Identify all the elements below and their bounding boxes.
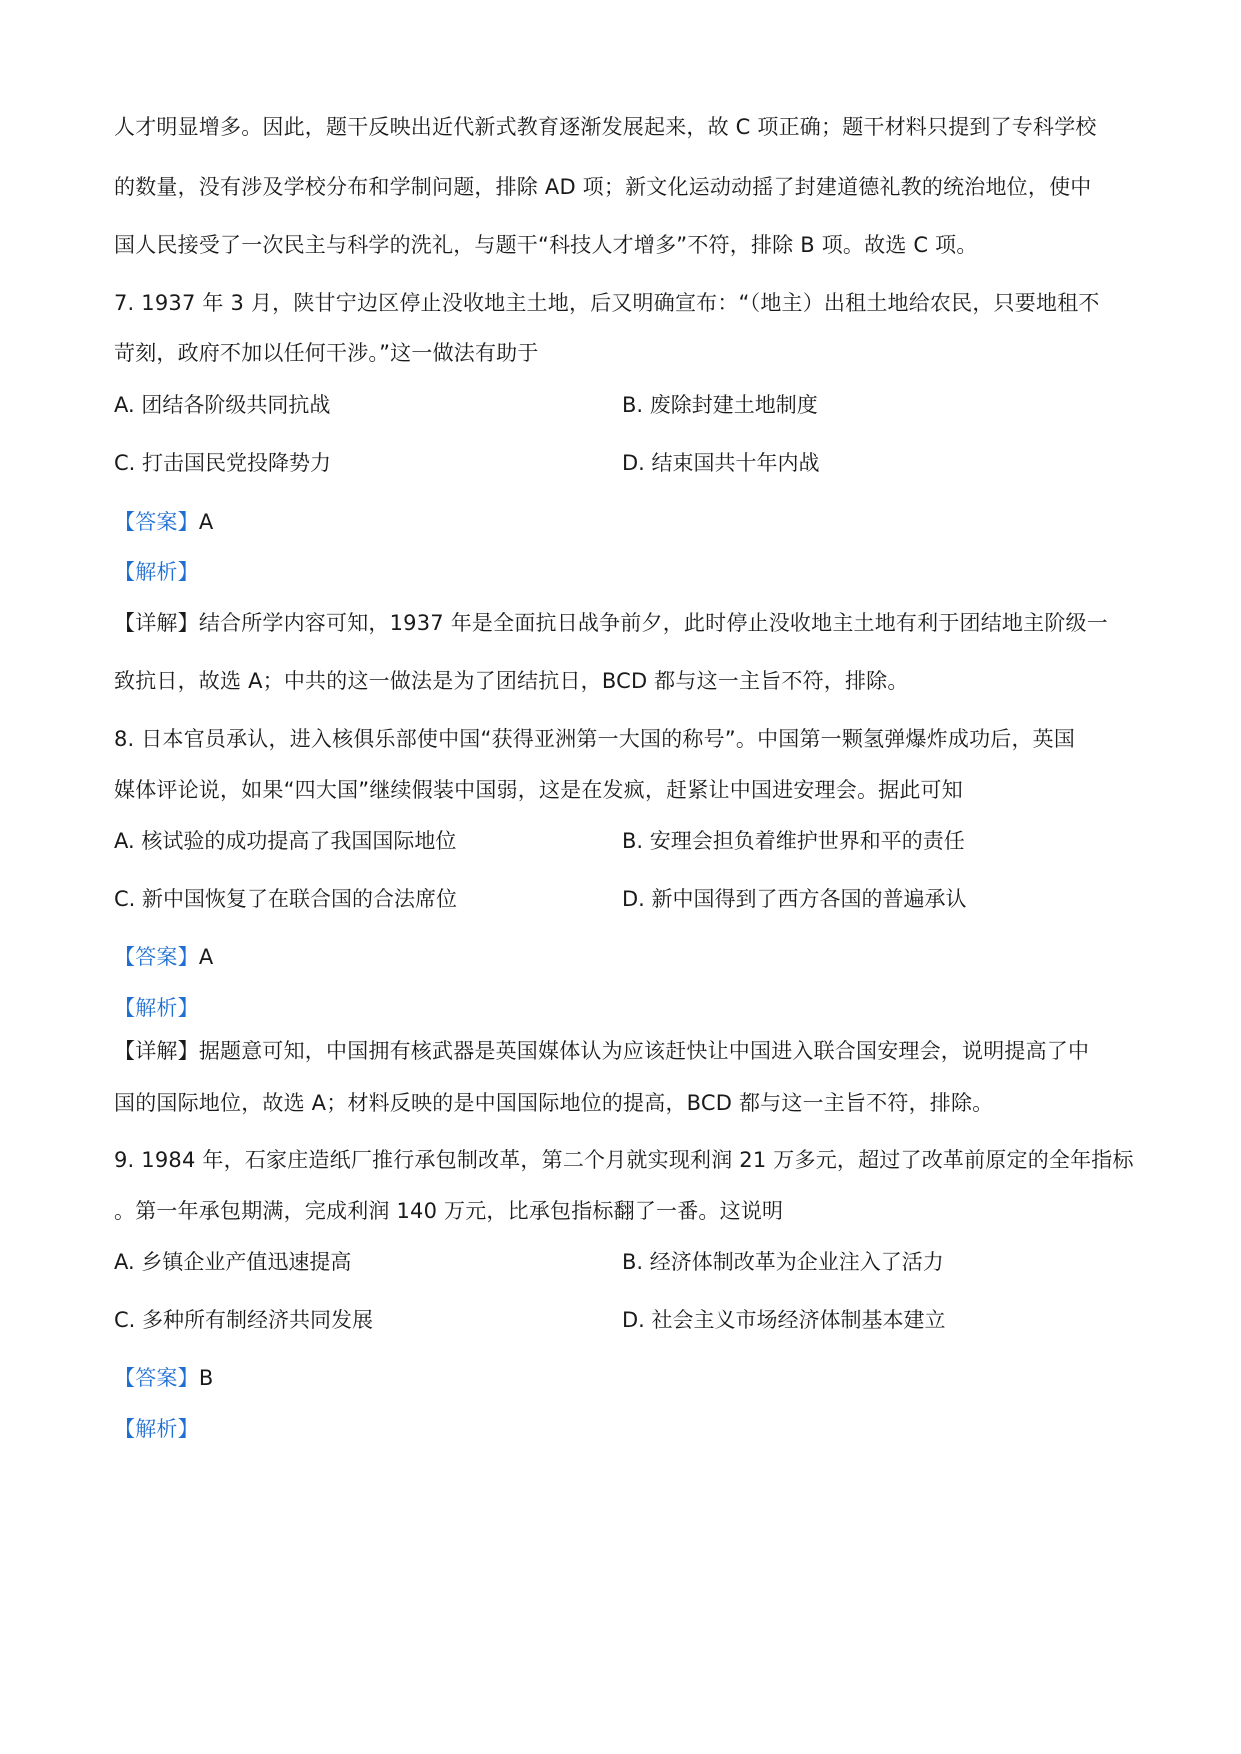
detail-tag: 【详解】	[114, 611, 199, 635]
analysis-tag: 【解析】	[114, 560, 199, 584]
q9-option-a: A. 乡镇企业产值迅速提高	[114, 1250, 352, 1274]
q7-detail-text-1: 结合所学内容可知，1937 年是全面抗日战争前夕，此时停止没收地主土地有利于团结地主阶级一	[198, 611, 1108, 635]
intro-line-3: 国人民接受了一次民主与科学的洗礼，与题干“科技人才增多”不符，排除 B 项。故选 C 项。	[114, 233, 978, 257]
answer-tag: 【答案】	[114, 1366, 199, 1390]
answer-tag: 【答案】	[114, 510, 199, 534]
q7-stem-line-1: 7. 1937 年 3 月，陕甘宁边区停止没收地主土地，后又明确宣布：“（地主）出租土地给农民，只要地租不	[114, 291, 1100, 315]
q8-option-b: B. 安理会担负着维护世界和平的责任	[622, 829, 965, 853]
q8-answer-line	[114, 942, 1134, 972]
intro-line-1: 人才明显增多。因此，题干反映出近代新式教育逐渐发展起来，故 C 项正确；题干材料只提到了专科学校	[114, 115, 1097, 139]
q7-stem-line-2: 苛刻，政府不加以任何干涉。”这一做法有助于	[114, 341, 539, 365]
q8-analysis-line	[114, 993, 1134, 1023]
answer-tag: 【答案】	[114, 945, 199, 969]
q7-option-b: B. 废除封建土地制度	[622, 393, 818, 417]
q9-answer: B	[198, 1366, 214, 1390]
analysis-tag: 【解析】	[114, 996, 199, 1020]
q9-answer-line	[114, 1363, 1134, 1393]
q8-detail-line-2: 国的国际地位，故选 A；材料反映的是中国国际地位的提高，BCD 都与这一主旨不符，排除。	[114, 1091, 994, 1115]
q7-detail-line-2: 致抗日，故选 A；中共的这一做法是为了团结抗日，BCD 都与这一主旨不符，排除。	[114, 669, 909, 693]
detail-tag: 【详解】	[114, 1039, 199, 1063]
q9-stem-line-2: 。第一年承包期满，完成利润 140 万元，比承包指标翻了一番。这说明	[114, 1199, 784, 1223]
q9-option-d: D. 社会主义市场经济体制基本建立	[622, 1308, 946, 1332]
q7-option-a: A. 团结各阶级共同抗战	[114, 393, 331, 417]
q8-option-c: C. 新中国恢复了在联合国的合法席位	[114, 887, 458, 911]
q7-detail-line-1	[114, 608, 1134, 638]
q8-option-d: D. 新中国得到了西方各国的普遍承认	[622, 887, 967, 911]
q9-analysis-line	[114, 1414, 1134, 1444]
q8-answer: A	[198, 945, 214, 969]
q8-stem-line-1: 8. 日本官员承认，进入核俱乐部使中国“获得亚洲第一大国的称号”。中国第一颗氢弹爆炸成功后，英国	[114, 727, 1076, 751]
q8-detail-line-1	[114, 1036, 1134, 1066]
q9-option-c: C. 多种所有制经济共同发展	[114, 1308, 374, 1332]
intro-line-2: 的数量，没有涉及学校分布和学制问题，排除 AD 项；新文化运动动摇了封建道德礼教的统治地位，使中	[114, 175, 1092, 199]
q7-analysis-line	[114, 557, 1134, 587]
q9-option-b: B. 经济体制改革为企业注入了活力	[622, 1250, 944, 1274]
q8-stem-line-2: 媒体评论说，如果“四大国”继续假装中国弱，这是在发疯，赶紧让中国进安理会。据此可知	[114, 778, 963, 802]
q9-stem-line-1: 9. 1984 年，石家庄造纸厂推行承包制改革，第二个月就实现利润 21 万多元，超过了改革前原定的全年指标	[114, 1148, 1134, 1172]
q8-detail-text-1: 据题意可知，中国拥有核武器是英国媒体认为应该赶快让中国进入联合国安理会，说明提高了中	[198, 1039, 1090, 1063]
q7-answer: A	[198, 510, 214, 534]
q8-option-a: A. 核试验的成功提高了我国国际地位	[114, 829, 457, 853]
q7-option-c: C. 打击国民党投降势力	[114, 451, 332, 475]
q7-answer-line	[114, 507, 1134, 537]
analysis-tag: 【解析】	[114, 1417, 199, 1441]
q7-option-d: D. 结束国共十年内战	[622, 451, 820, 475]
